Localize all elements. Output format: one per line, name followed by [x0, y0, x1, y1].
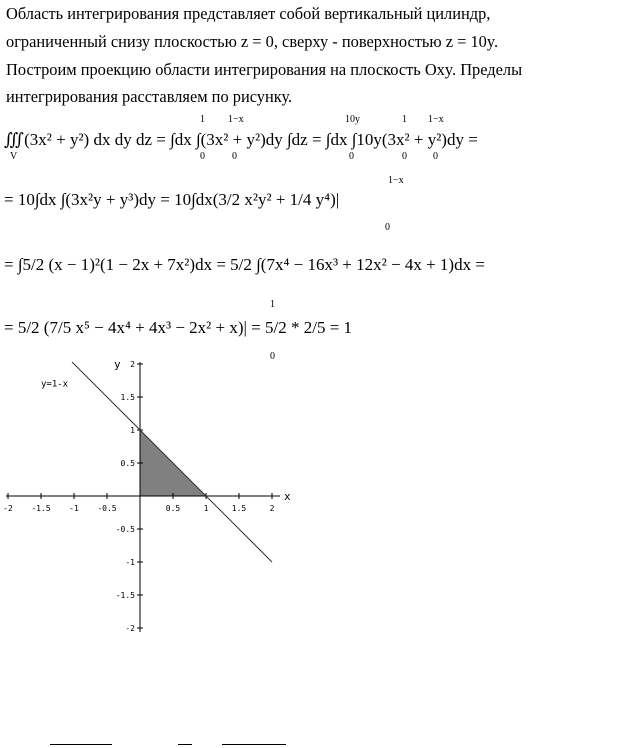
- limit-eval-lower-2: 0: [270, 351, 275, 362]
- limit-upper-10y: 10y: [345, 114, 360, 125]
- x-tick-label: 1: [203, 504, 209, 513]
- y-tick-label: -1: [125, 558, 135, 567]
- fraction-bar-3: [222, 744, 286, 745]
- limit-eval-upper-2: 1: [270, 299, 275, 310]
- intro-paragraph: [6, 0, 618, 111]
- equation-text-4: = 5/2 (7/5 x⁵ − 4x⁴ + 4x³ − 2x² + x)| = 5/2 * 2/5 = 1: [4, 318, 353, 337]
- series-label: y=1-x: [41, 379, 69, 390]
- intro-line-2: ограниченный снизу плоскостью z = 0, сверху - поверхностью z = 10y.: [6, 31, 499, 51]
- equation-text-3: = ∫5/2 (x − 1)²(1 − 2x + 7x²)dx = 5/2 ∫(7x⁴ − 16x³ + 12x² − 4x + 1)dx =: [4, 255, 485, 274]
- x-tick-label: -0.5: [97, 504, 117, 513]
- limit-eval-upper: 1−x: [388, 175, 404, 186]
- limit-eval-lower: 0: [385, 222, 390, 233]
- bottom-fraction-bars: [0, 736, 624, 746]
- y-tick-label: -0.5: [115, 525, 135, 534]
- y-tick-label: 2: [130, 360, 135, 369]
- limit-lower-0c: 0: [349, 151, 354, 162]
- y-tick-label: -1.5: [115, 591, 135, 600]
- y-tick-label: -2: [125, 624, 135, 633]
- limit-v: V: [10, 151, 18, 162]
- limit-lower-0e: 0: [433, 151, 438, 162]
- equation-line-2: [4, 190, 339, 210]
- equation-line-3: [4, 255, 485, 275]
- region-plot: [0, 356, 290, 646]
- fraction-bar-1: [50, 744, 112, 745]
- equation-line-1: [4, 130, 478, 150]
- x-tick-label: -1: [69, 504, 79, 513]
- equation-line-4: [4, 318, 352, 338]
- equation-text-1: ∭(3x² + y²) dx dy dz = ∫dx ∫(3x² + y²)dy ∫dz = ∫dx ∫10y(3x² + y²)dy =: [4, 130, 478, 149]
- limit-upper-1-minus-x: 1−x: [228, 114, 244, 125]
- x-tick-label: 2: [269, 504, 275, 513]
- x-tick-label: -2: [3, 504, 13, 513]
- intro-line-4: интегрирования расставляем по рисунку.: [6, 87, 293, 107]
- limit-upper-1b: 1: [402, 114, 407, 125]
- y-axis-label: y: [114, 358, 121, 371]
- limit-upper-1-minus-x-b: 1−x: [428, 114, 444, 125]
- y-tick-label: 1.5: [120, 393, 135, 402]
- limit-lower-0b: 0: [232, 151, 237, 162]
- limit-lower-0: 0: [200, 151, 205, 162]
- y-tick-label: 1: [130, 426, 135, 435]
- x-tick-label: -1.5: [31, 504, 51, 513]
- equation-text-2: = 10∫dx ∫(3x²y + y³)dy = 10∫dx(3/2 x²y² + 1/4 y⁴)|: [4, 190, 340, 209]
- y-tick-label: 0.5: [120, 459, 135, 468]
- x-tick-label: 1.5: [231, 504, 247, 513]
- x-axis-label: x: [284, 490, 290, 503]
- limit-lower-0d: 0: [402, 151, 407, 162]
- plot-svg: [0, 356, 290, 646]
- intro-line-1: Область интегрирования представляет собой вертикальный цилиндр,: [6, 4, 491, 23]
- intro-line-3: Построим проекцию области интегрирования на плоскость Oxy. Пределы: [6, 59, 523, 79]
- limit-upper-1: 1: [200, 114, 205, 125]
- series-line: [72, 362, 272, 562]
- x-tick-label: 0.5: [165, 504, 181, 513]
- fraction-bar-2: [178, 744, 192, 745]
